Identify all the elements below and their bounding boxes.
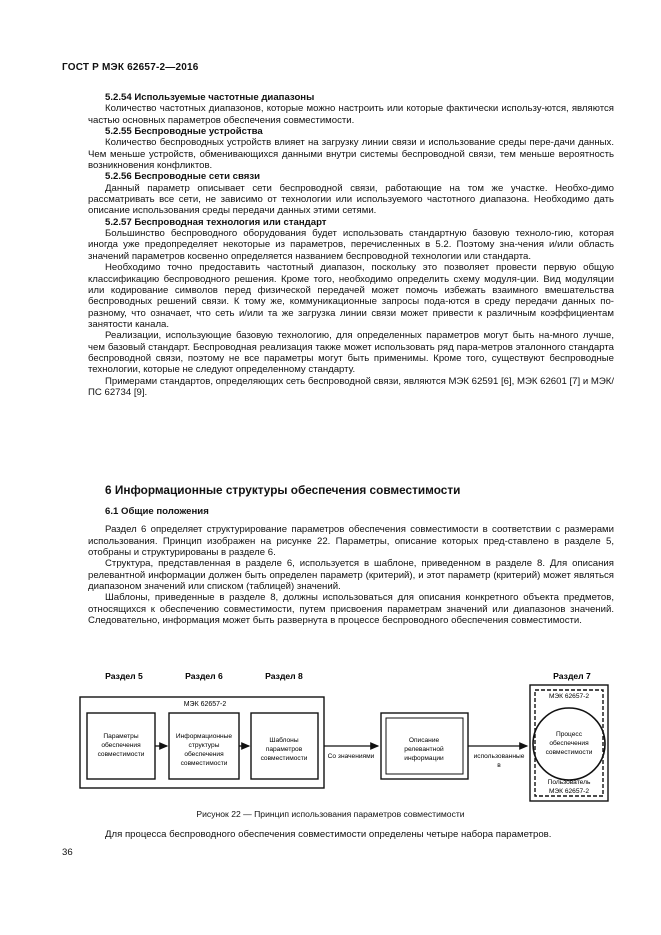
box4-line3: информации [404, 755, 444, 762]
right-top-label: МЭК 62657-2 [548, 693, 590, 700]
paragraph: Шаблоны, приведенные в разделе 8, должны использоваться для описания конкретного объекта предметов, относящихся к обеспечению совместимости, путем присвоения параметрам значений или диапазонов значений. Следовательно, информация может быть развернута в процессе беспроводного обеспечения совместимости. [88, 592, 614, 627]
circle-line3: совместимости [545, 749, 593, 756]
box4-line1: Описание [408, 737, 440, 744]
paragraph: Реализации, использующие базовую технологию, для определенных параметров могут быть на-много лучше, чем базовый стандарт. Беспроводная реализация также может использовать ряд пара-метров эталонного стандарта беспроводной связи, поэтому не все параметры могут быть применимы. Кроме того, существуют беспроводные технологии, которые не следуют определенному стандарту. [88, 330, 614, 376]
arrow-label-used-line2: в [497, 762, 501, 769]
paragraph: Необходимо точно предоставить частотный диапазон, поскольку это позволяет провести первую общую классификацию беспроводного решения. Кроме того, необходимо определить схему модуля-ции. Вид модуляции или кодирование символов перед физической передачей может помочь избежать взаимного вмешательства беспроводных решений связи. К тому же, коммуникационные запросы пода-ются в среду передачи данных по-разному, что означает, что сеть и/или та же загрузка линии связи может привести к различным коэффициентам занятости канала. [88, 262, 614, 330]
arrow-label-used-line1: использованные [473, 753, 525, 760]
right-bottom-line2: МЭК 62657-2 [548, 788, 590, 795]
box2-line2: структуры [188, 742, 220, 749]
right-bottom-line1: Пользователь [547, 779, 591, 786]
closing-paragraph: Для процесса беспроводного обеспечения совместимости определены четыре набора параметров. [105, 829, 552, 840]
circle-line1: Процесс [555, 731, 583, 738]
section-6-title: 6 Информационные структуры обеспечения совместимости [105, 483, 461, 497]
document-header: ГОСТ Р МЭК 62657-2—2016 [62, 62, 199, 73]
paragraph: Раздел 6 определяет структурирование параметров обеспечения совместимости в соответствии с размерами использования. Принцип изображен на рисунке 22. Параметры, описание которых пред-ставлено в разделе 5, отобраны и структурированы в разделе 6. [88, 524, 614, 559]
heading-5-2-57: 5.2.57 Беспроводная технология или стандарт [105, 216, 327, 228]
paragraph: Примерами стандартов, определяющих сеть беспроводной связи, являются МЭК 62591 [6], МЭК 62601 [7] и МЭК/ПС 62734 [9]. [88, 375, 614, 398]
label-razdel-7: Раздел 7 [553, 671, 591, 681]
box3-line3: совместимости [260, 755, 308, 762]
label-razdel-8: Раздел 8 [265, 671, 303, 681]
paragraph: Количество частотных диапазонов, которые можно настроить или которые фактически использу-ются, являются частью основных параметров обеспечения совместимости. [88, 103, 614, 126]
paragraph: Большинство беспроводного оборудования будет использовать стандартную базовую техноло-гию, которая иногда уже предопределяет некоторые из параметров, перечисленных в 5.2. Поэтому зна-чения и/или область значений параметров косвенно определяется названием беспроводной технологии или стандарта. [88, 228, 614, 262]
heading-5-2-56: 5.2.56 Беспроводные сети связи [105, 171, 261, 183]
box1-line1: Параметры [103, 733, 139, 740]
box2-line1: Информационные [175, 733, 233, 740]
box1-line3: совместимости [97, 751, 145, 758]
arrow-label-values: Со значениями [327, 753, 375, 760]
paragraph: Структура, представленная в разделе 6, используется в шаблоне, приведенном в разделе 8. Для описания релевантной информации должен быть определен параметр (критерий), и этот параметр (критерий) может являться диапазоном значений или списком (таблицей) значений. [88, 558, 614, 593]
label-razdel-5: Раздел 5 [105, 671, 143, 681]
page-number: 36 [62, 847, 73, 858]
paragraph: Количество беспроводных устройств влияет на загрузку линии связи и использование среды пере-дачи данных. Чем меньше устройств, обменивающихся данными внутри системы беспроводной связи, тем меньше вероятность возникновения конфликтов. [88, 137, 614, 172]
paragraph: Данный параметр описывает сети беспроводной связи, работающие на том же участке. Необхо-димо рассматривать все сети, не зависимо от технологии или используемого частотного диапазона. Необходимо дать описание использования среды передачи данных этими сетями. [88, 182, 614, 217]
heading-6-1: 6.1 Общие положения [105, 506, 209, 517]
box1-line2: обеспечения [101, 742, 141, 749]
box4-line2: релевантной [404, 746, 444, 753]
heading-5-2-55: 5.2.55 Беспроводные устройства [105, 126, 263, 138]
box2-line4: совместимости [180, 760, 228, 767]
circle-line2: обеспечения [549, 740, 589, 747]
heading-5-2-54: 5.2.54 Используемые частотные диапазоны [105, 92, 315, 103]
box3-line1: Шаблоны [269, 737, 299, 744]
box3-line2: параметров [265, 746, 303, 753]
box2-line3: обеспечения [184, 751, 224, 758]
label-razdel-6: Раздел 6 [185, 671, 223, 681]
outer-box-label: МЭК 62657-2 [183, 701, 227, 708]
figure-caption: Рисунок 22 — Принцип использования параметров совместимости [196, 809, 465, 819]
